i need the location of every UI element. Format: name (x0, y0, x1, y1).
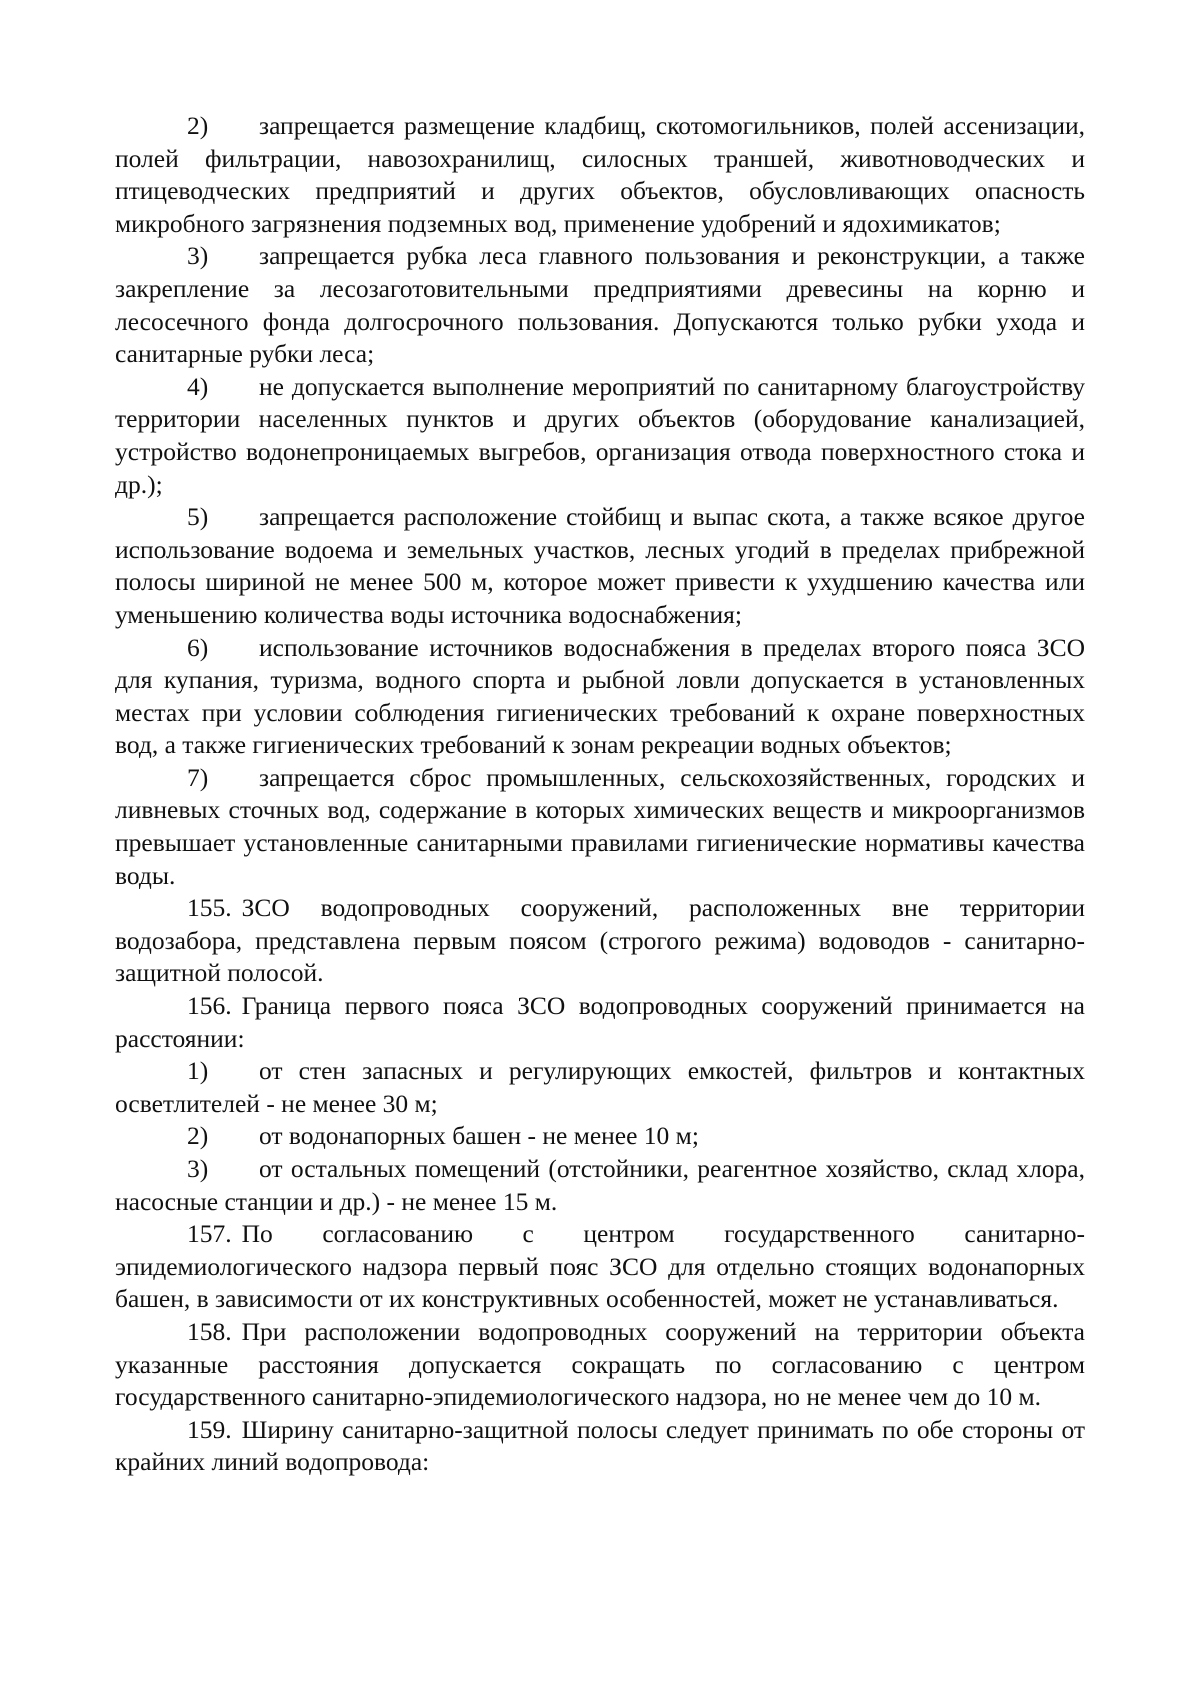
list-item (115, 762, 1085, 892)
section-paragraph (115, 1316, 1085, 1414)
item-text: не допускается выполнение мероприятий по санитарному благоустройству территории населенных пунктов и других объектов (оборудование канализацией, устройство водонепроницаемых выгребов, организация отвода поверхностного стока и др.); (115, 371, 1085, 499)
section-text: Ширину санитарно-защитной полосы следует принимать по обе стороны от крайних линий водопровода: (115, 1414, 1085, 1477)
item-text: от водонапорных башен - не менее 10 м; (259, 1121, 699, 1151)
item-text: запрещается размещение кладбищ, скотомогильников, полей ассенизации, полей фильтрации, навозохранилищ, силосных траншей, животноводческих и птицеводческих предприятий и других объектов, обусловливающих опасность микробного загрязнения подземных вод, применение удобрений и ядохимикатов; (115, 111, 1085, 238)
list-item (115, 240, 1085, 370)
list-item (115, 371, 1085, 501)
list-item (115, 632, 1085, 762)
item-text: запрещается рубка леса главного пользования и реконструкции, а также закрепление за лесозаготовительными предприятиями древесины на корню и лесосечного фонда долгосрочного пользования. Допускаются только рубки ухода и санитарные рубки леса; (115, 241, 1085, 369)
item-number: 3) (187, 1154, 209, 1183)
section-paragraph (115, 892, 1085, 990)
section-number: 156. (187, 991, 232, 1021)
item-number: 4) (187, 371, 209, 401)
section-number: 158. (187, 1316, 232, 1346)
section-paragraph (115, 1218, 1085, 1316)
document-page (115, 110, 1085, 1479)
list-item (115, 1153, 1085, 1218)
item-number: 2) (187, 1121, 209, 1151)
section-text: По согласованию с центром государственного санитарно-эпидемиологического надзора первый пояс ЗСО для отдельно стоящих водонапорных башен, в зависимости от их конструктивных особенностей, может не устанавливаться. (115, 1219, 1085, 1314)
section-number: 155. (187, 893, 232, 923)
item-text: запрещается сброс промышленных, сельскохозяйственных, городских и ливневых сточных вод, содержание в которых химических веществ и микроорганизмов превышает установленные санитарными правилами гигиенические нормативы качества воды. (115, 762, 1085, 890)
item-text: запрещается расположение стойбищ и выпас скота, а также всякое другое использование водоема и земельных участков, лесных угодий в пределах прибрежной полосы шириной не менее 500 м, которое может привести к ухудшению качества или уменьшению количества воды источника водоснабжения; (115, 502, 1085, 629)
section-paragraph (115, 1414, 1085, 1479)
list-item (115, 110, 1085, 240)
item-number: 7) (187, 762, 209, 792)
item-text: от стен запасных и регулирующих емкостей, фильтров и контактных осветлителей - не менее 30 м; (115, 1056, 1085, 1118)
section-text: При расположении водопроводных сооружений на территории объекта указанные расстояния допускается сокращать по согласованию с центром государственного санитарно-эпидемиологического надзора, но не менее чем до 10 м. (115, 1316, 1085, 1412)
item-number: 2) (187, 111, 209, 140)
item-number: 3) (187, 241, 209, 271)
section-number: 159. (187, 1414, 232, 1444)
list-item (115, 1120, 1085, 1153)
section-paragraph (115, 990, 1085, 1055)
item-number: 1) (187, 1056, 209, 1086)
item-number: 6) (187, 632, 209, 662)
item-text: от остальных помещений (отстойники, реагентное хозяйство, склад хлора, насосные станции и др.) - не менее 15 м. (115, 1154, 1085, 1216)
list-item (115, 501, 1085, 631)
section-text: Граница первого пояса ЗСО водопроводных сооружений принимается на расстоянии: (115, 991, 1085, 1053)
section-number: 157. (187, 1219, 232, 1249)
item-text: использование источников водоснабжения в пределах второго пояса ЗСО для купания, туризма, водного спорта и рыбной ловли допускается в установленных местах при условии соблюдения гигиенических требований к охране поверхностных вод, а также гигиенических требований к зонам рекреации водных объектов; (115, 632, 1085, 760)
list-item (115, 1055, 1085, 1120)
section-text: ЗСО водопроводных сооружений, расположенных вне территории водозабора, представлена первым поясом (строгого режима) водоводов - санитарно-защитной полосой. (115, 893, 1085, 988)
item-number: 5) (187, 502, 209, 532)
